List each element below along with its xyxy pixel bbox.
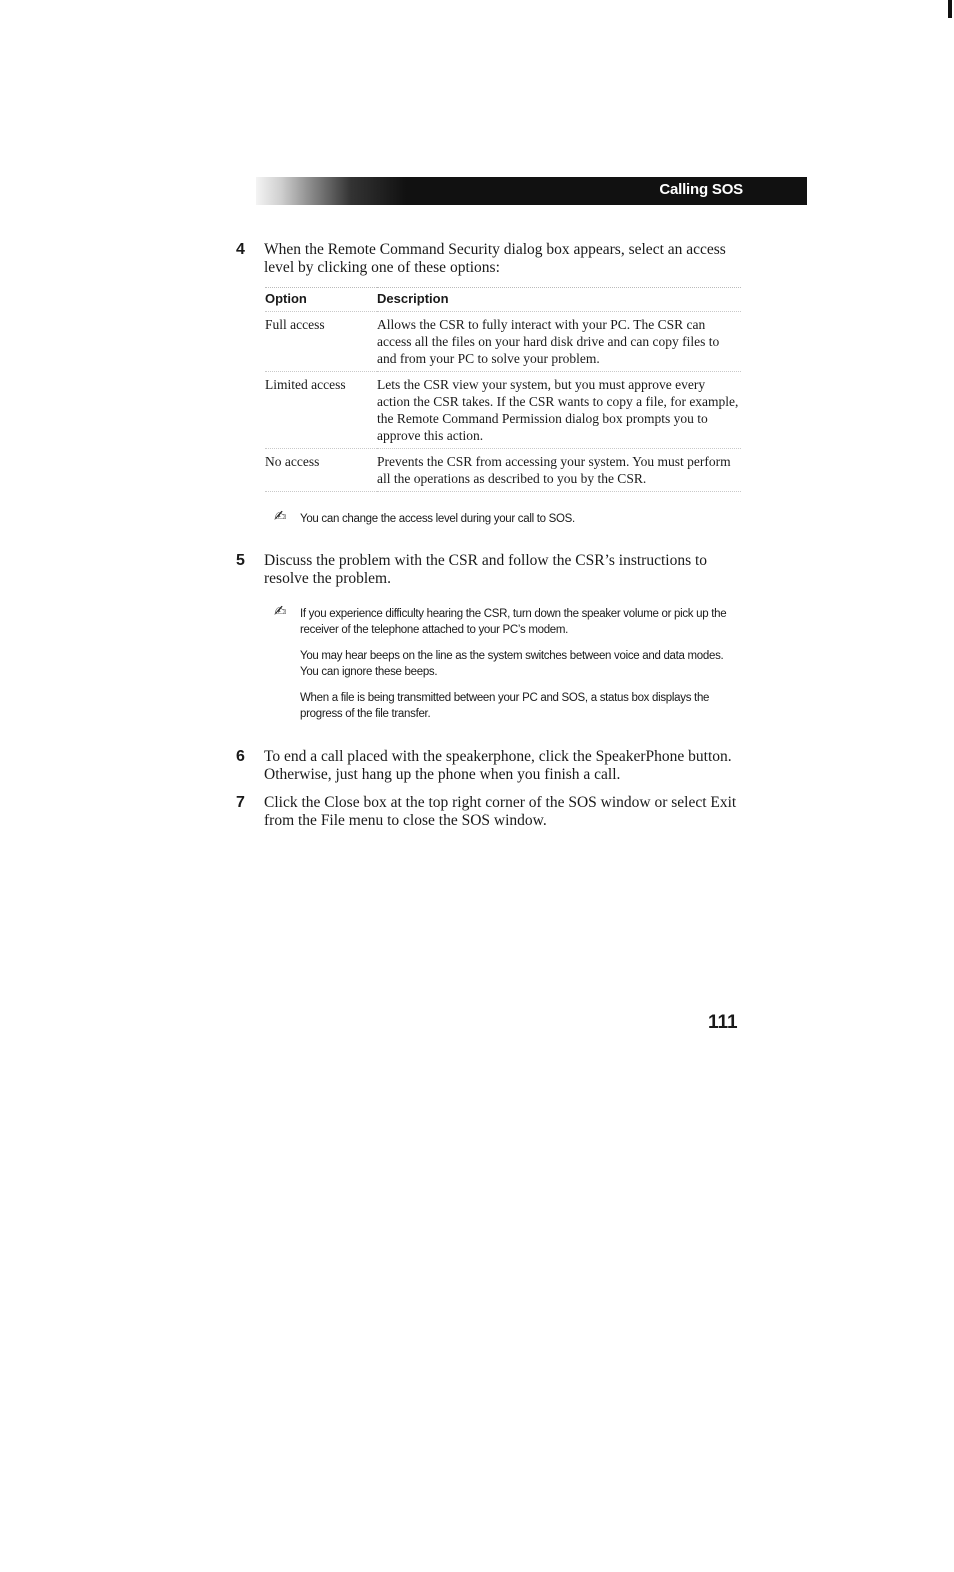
note-file-transfer: When a file is being transmitted between your PC and SOS, a status box displays the progress of the file transfer. xyxy=(300,692,710,720)
table-row xyxy=(265,312,741,372)
chapter-title: Calling SOS xyxy=(659,181,743,198)
note-beeps: You may hear beeps on the line as the system switches between voice and data modes. You can ignore these beeps. xyxy=(300,650,724,678)
step-number: 6 xyxy=(236,748,245,765)
access-options-table xyxy=(265,287,741,492)
page-number: 111 xyxy=(708,1012,738,1033)
description-cell: Lets the CSR view your system, but you must approve every action the CSR takes. If the CSR wants to copy a file, for example, the Remote Command Permission dialog box prompts you to approve this action. xyxy=(377,372,741,449)
step-5 xyxy=(236,552,736,592)
column-header-option: Option xyxy=(265,288,377,312)
table-row xyxy=(265,372,741,449)
option-cell: No access xyxy=(265,449,377,492)
step-text: When the Remote Command Security dialog box appears, select an access level by clicking one of these options: xyxy=(264,241,726,276)
step-number: 7 xyxy=(236,794,245,811)
step-number: 4 xyxy=(236,241,245,258)
step-7 xyxy=(236,794,736,834)
option-cell: Limited access xyxy=(265,372,377,449)
pencil-note-icon: ✍ xyxy=(274,507,287,525)
step-text: Discuss the problem with the CSR and follow the CSR’s instructions to resolve the problem. xyxy=(264,552,708,587)
option-cell: Full access xyxy=(265,312,377,372)
note-hearing: If you experience difficulty hearing the CSR, turn down the speaker volume or pick up the receiver of the telephone attached to your PC’s modem. xyxy=(300,608,727,636)
scan-edge-mark xyxy=(948,0,952,18)
step-text: To end a call placed with the speakerphone, click the SpeakerPhone button. Otherwise, just hang up the phone when you finish a call. xyxy=(264,748,732,783)
description-cell: Prevents the CSR from accessing your system. You must perform all the operations as described to you by the CSR. xyxy=(377,449,741,492)
note-access-level: You can change the access level during your call to SOS. xyxy=(300,513,575,525)
step-4 xyxy=(236,241,736,281)
table-header-row xyxy=(265,288,741,312)
table-row xyxy=(265,449,741,492)
description-cell: Allows the CSR to fully interact with your PC. The CSR can access all the files on your hard disk drive and can copy files to and from your PC to solve your problem. xyxy=(377,312,741,372)
step-6 xyxy=(236,748,736,788)
pencil-note-icon: ✍ xyxy=(274,602,287,620)
column-header-description: Description xyxy=(377,288,741,312)
step-number: 5 xyxy=(236,552,245,569)
chapter-header-bar xyxy=(256,177,807,205)
step-text: Click the Close box at the top right corner of the SOS window or select Exit from the File menu to close the SOS window. xyxy=(264,794,737,829)
